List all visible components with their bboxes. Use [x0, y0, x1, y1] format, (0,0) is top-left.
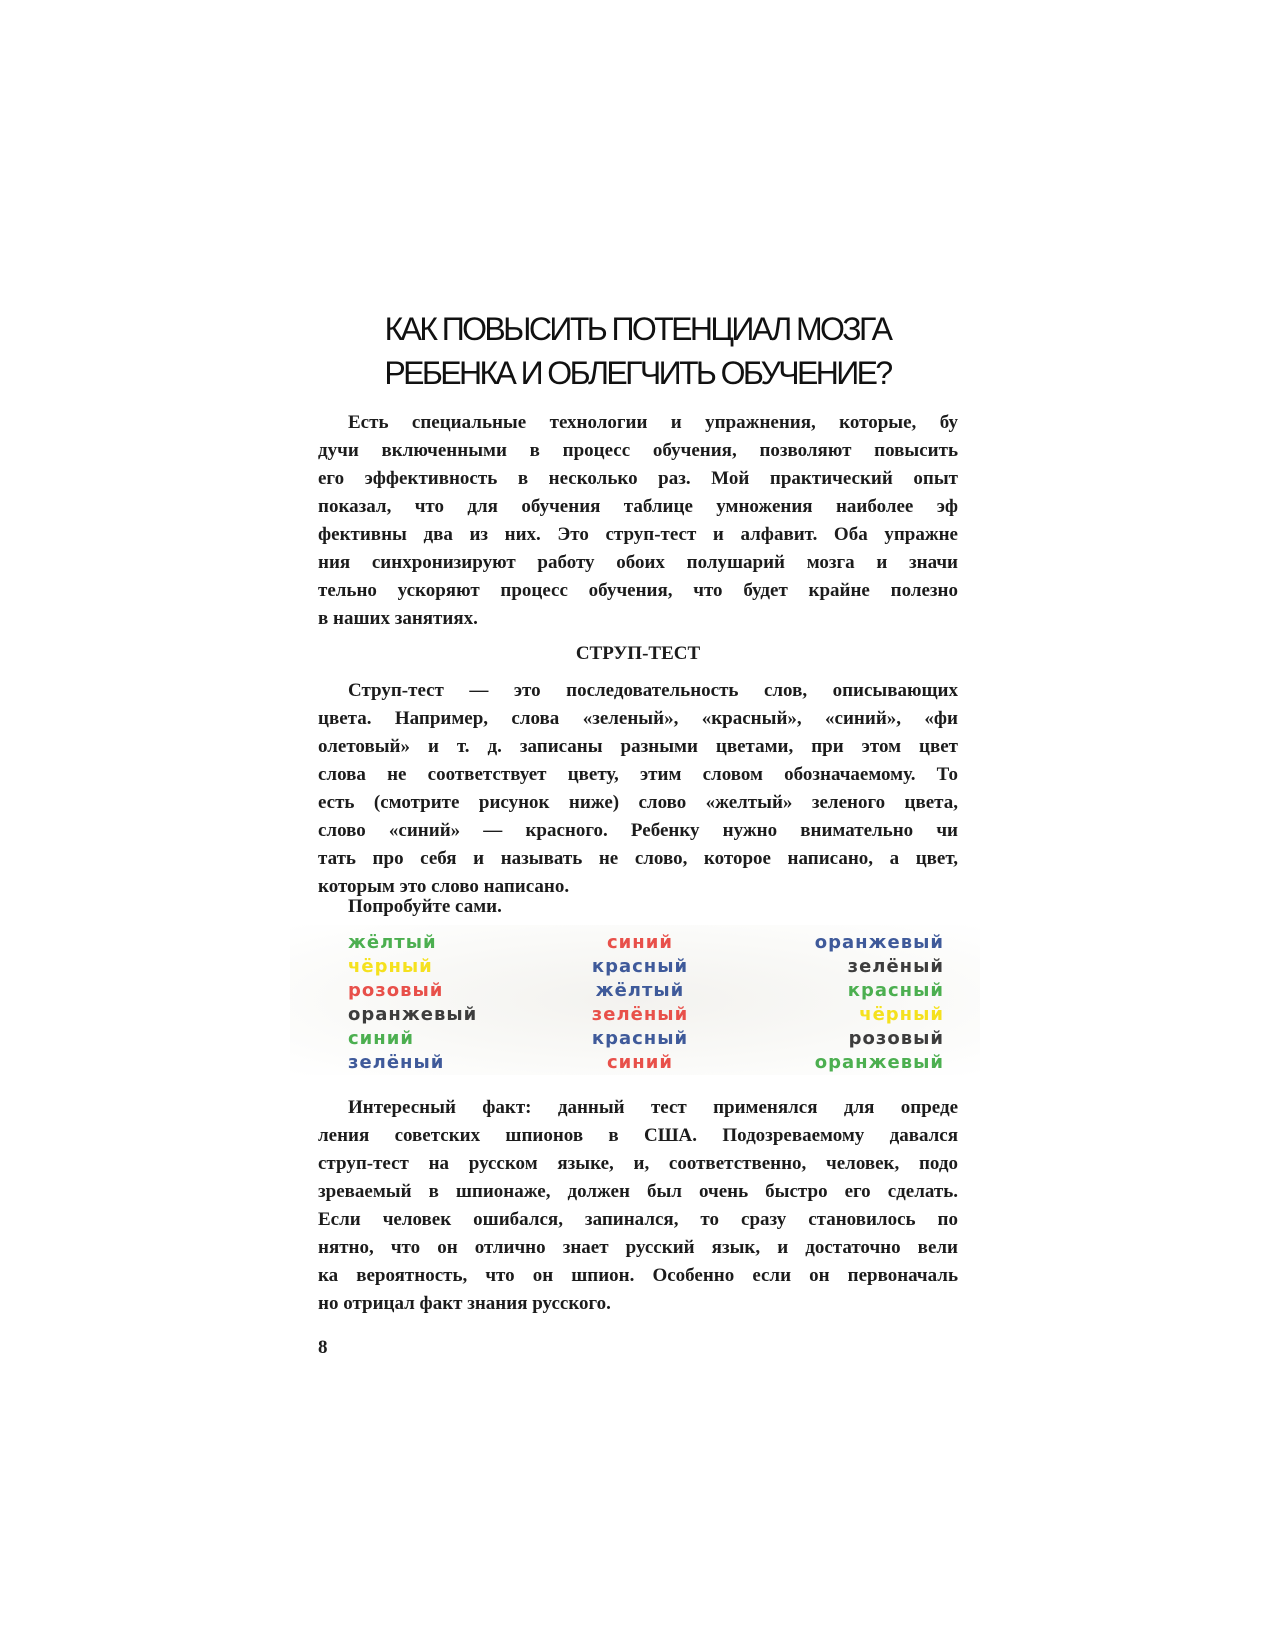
stroop-word: красный — [591, 956, 689, 977]
try-it-yourself: Попробуйте сами. — [348, 896, 502, 917]
text-line: слова не соответствует цвету, этим словом обозначаемому. То — [318, 764, 958, 785]
page-number: 8 — [318, 1337, 328, 1358]
text-line: ка вероятность, что он шпион. Особенно если он первоначаль — [318, 1265, 958, 1286]
stroop-word: зелёный — [847, 956, 944, 977]
stroop-column-3 — [730, 931, 944, 1075]
text-line: его эффективность в несколько раз. Мой практический опыт — [318, 468, 958, 489]
text-line: цвета. Например, слова «зеленый», «красный», «синий», «фи — [318, 708, 958, 729]
text-line: тать про себя и называть не слово, которое написано, а цвет, — [318, 848, 958, 869]
text-line: но отрицал факт знания русского. — [318, 1293, 611, 1314]
stroop-word: синий — [607, 1052, 673, 1073]
stroop-word: розовый — [348, 980, 444, 1001]
stroop-word: розовый — [848, 1028, 944, 1049]
stroop-word: чёрный — [348, 956, 433, 977]
title-line-1: КАК ПОВЫСИТЬ ПОТЕНЦИАЛ МОЗГА — [384, 311, 891, 347]
text-line: олетовый» и т. д. записаны разными цветами, при этом цвет — [318, 736, 958, 757]
stroop-word: зелёный — [591, 1004, 689, 1025]
text-line: нятно, что он отлично знает русский язык, и достаточно вели — [318, 1237, 958, 1258]
stroop-word: оранжевый — [814, 932, 944, 953]
stroop-test-figure — [290, 925, 980, 1075]
text-line: Если человек ошибался, запинался, то сразу становилось по — [318, 1209, 958, 1230]
stroop-word: оранжевый — [348, 1004, 478, 1025]
stroop-column-1 — [348, 931, 528, 1075]
title-line-2: РЕБЕНКА И ОБЛЕГЧИТЬ ОБУЧЕНИЕ? — [384, 355, 891, 391]
text-line: струп-тест на русском языке, и, соответственно, человек, подо — [318, 1153, 958, 1174]
text-line: фективны два из них. Это струп-тест и алфавит. Оба упражне — [318, 524, 958, 545]
page-title — [0, 307, 1275, 395]
stroop-word: оранжевый — [814, 1052, 944, 1073]
text-line: дучи включенными в процесс обучения, позволяют повысить — [318, 440, 958, 461]
interesting-fact-paragraph — [318, 1094, 958, 1318]
text-line: Есть специальные технологии и упражнения, которые, бу — [348, 412, 958, 433]
stroop-word: жёлтый — [348, 932, 437, 953]
stroop-word: красный — [591, 1028, 689, 1049]
stroop-column-2 — [560, 931, 720, 1075]
text-line: ния синхронизируют работу обоих полушарий мозга и значи — [318, 552, 958, 573]
stroop-word: жёлтый — [595, 980, 685, 1001]
text-line: слово «синий» — красного. Ребенку нужно внимательно чи — [318, 820, 958, 841]
intro-paragraph — [318, 409, 958, 633]
text-line: показал, что для обучения таблице умножения наиболее эф — [318, 496, 958, 517]
text-line: которым это слово написано. — [318, 876, 570, 897]
stroop-word: синий — [607, 932, 673, 953]
stroop-word: зелёный — [348, 1052, 445, 1073]
stroop-word: красный — [847, 980, 944, 1001]
stroop-description-paragraph — [318, 677, 958, 901]
section-heading: СТРУП-ТЕСТ — [575, 643, 701, 664]
text-line: зреваемый в шпионаже, должен был очень быстро его сделать. — [318, 1181, 958, 1202]
text-line: тельно ускоряют процесс обучения, что будет крайне полезно — [318, 580, 958, 601]
text-line: Струп-тест — это последовательность слов, описывающих — [348, 680, 958, 701]
text-line: ления советских шпионов в США. Подозреваемому давался — [318, 1125, 958, 1146]
stroop-word: синий — [348, 1028, 414, 1049]
text-line: в наших занятиях. — [318, 608, 478, 629]
text-line: Интересный факт: данный тест применялся для опреде — [348, 1097, 958, 1118]
text-line: есть (смотрите рисунок ниже) слово «желтый» зеленого цвета, — [318, 792, 958, 813]
stroop-word: чёрный — [859, 1004, 944, 1025]
